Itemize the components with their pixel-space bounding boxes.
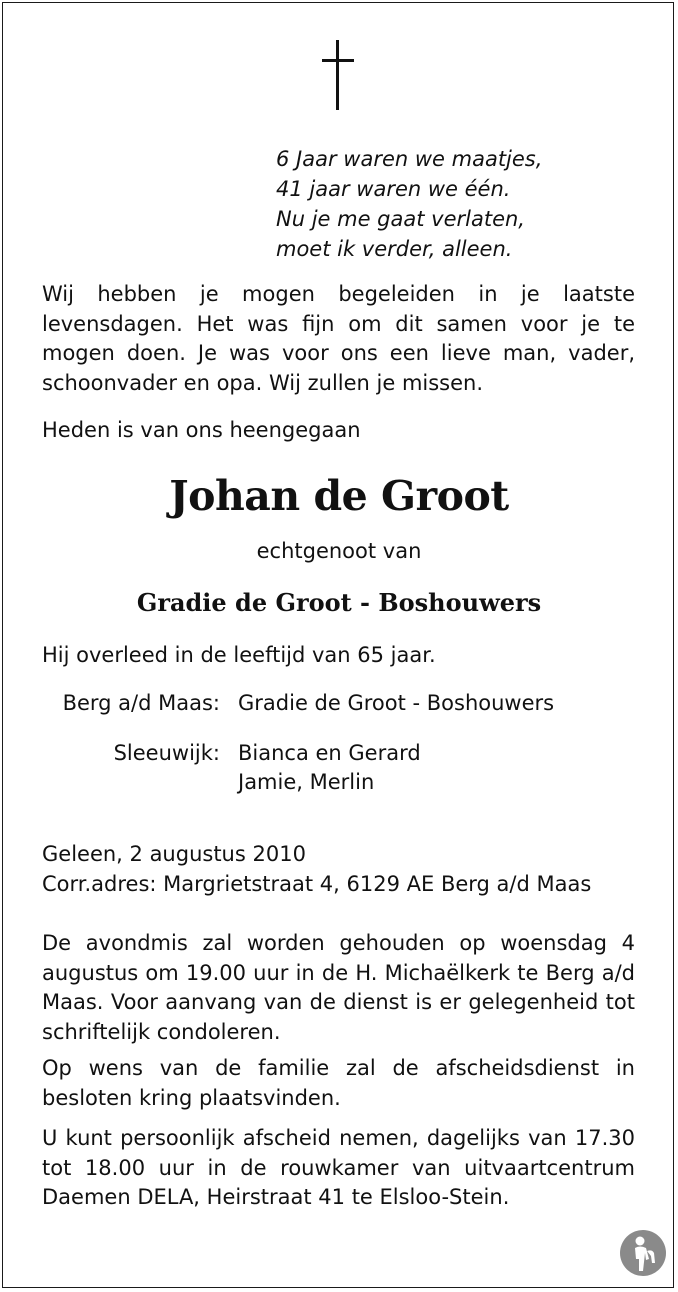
address-line: Corr.adres: Margrietstraat 4, 6129 AE Berg a/d Maas: [42, 872, 592, 896]
family-names: Jamie, Merlin: [238, 770, 375, 794]
deceased-name: Johan de Groot: [169, 472, 509, 520]
family-place: Sleeuwijk:: [113, 741, 220, 765]
family-row: [0, 688, 678, 718]
date-line: Geleen, 2 augustus 2010: [42, 842, 306, 866]
logo-icon: [619, 1229, 667, 1277]
family-names: Gradie de Groot - Boshouwers: [238, 691, 555, 715]
mass-text: De avondmis zal worden gehouden op woensdag 4 augustus om 19.00 uur in de H. Michaëlkerk te Berg a/d Maas. Voor aanvang van de dienst is er gelegenheid tot schriftelijk condoleren.: [42, 931, 635, 1044]
poem-line: Nu je me gaat verlaten,: [276, 207, 525, 231]
family-row: [0, 738, 678, 798]
poem: [276, 144, 542, 264]
visitation-text: U kunt persoonlijk afscheid nemen, dagelijks van 17.30 tot 18.00 uur in de rouwkamer van uitvaartcentrum Daemen DELA, Heirstraat 41 te Elsloo-Stein.: [42, 1126, 635, 1209]
family-place: Berg a/d Maas:: [62, 691, 220, 715]
family-names: Bianca en Gerard: [238, 741, 421, 765]
spouse-label: echtgenoot van: [256, 539, 422, 563]
poem-line: 6 Jaar waren we maatjes,: [276, 147, 543, 171]
poem-line: moet ik verder, alleen.: [276, 237, 513, 261]
announcement: Heden is van ons heengegaan: [42, 418, 361, 442]
farewell-service-text: Op wens van de familie zal de afscheidsdienst in besloten kring plaatsvinden.: [42, 1056, 635, 1110]
cross-icon: [320, 40, 356, 112]
age-line: Hij overleed in de leeftijd van 65 jaar.: [42, 643, 436, 667]
intro-text: Wij hebben je mogen begeleiden in je laatste levensdagen. Het was fijn om dit samen voor je te mogen doen. Je was voor ons een lieve man, vader, schoonvader en opa. Wij zullen je missen.: [42, 282, 635, 395]
poem-line: 41 jaar waren we één.: [276, 177, 511, 201]
spouse-name: Gradie de Groot - Boshouwers: [136, 588, 542, 617]
